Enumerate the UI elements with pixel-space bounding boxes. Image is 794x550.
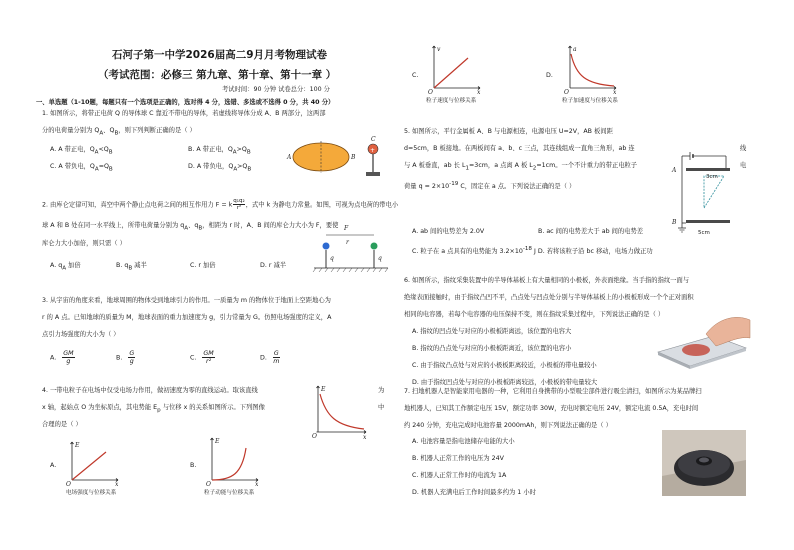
label-3cm: 3cm [706,174,718,180]
svg-text:x: x [613,89,617,94]
q6-stem-line3: 相同的电容器，若每个电容器的电压保持不变，则在指纹采集过程中，下列说法正确的是（ ） [404,311,665,318]
q7-option-a[interactable]: A. 电池容量是指电池储存电能的大小 [412,438,515,445]
q1-option-c[interactable]: C. A 带负电，$Q_A=Q_B$ [50,163,113,173]
q4-graph-c [424,42,484,94]
q7-stem-line3: 约 240 分钟，充电完成时电池容量 2000mAh，则下列说法正确的是（ ） [404,422,612,429]
q5-stem-line3: 与 A 板垂直，ab 长 $L_1=3cm$，a 点离 A 板 $L_2=1cm$。一个不计重力的带正电粒子 [404,162,638,172]
q5-stem-line2-tail: 线 [740,145,747,152]
x-label: x [363,434,367,440]
svg-text:x: x [255,481,259,486]
ball-a [323,243,330,250]
label-f: F [344,225,349,232]
plate-a-label: A [672,167,677,174]
q2-stem-line1: 2. 由库仑定律可知，真空中两个静止点电荷之间的相互作用力 F = k $\frac{\text{q₁q₂}}{\text{r²}}$ ，式中 k 为静电力常量。如图，可视为点电荷的带电小 [42,198,399,211]
q6-option-b[interactable]: B. 指纹的凸点处与对应的小极板距离近，该位置的电容小 [412,345,572,352]
origin-label: O [312,433,317,440]
q6-fingerprint-scanner-figure [652,308,752,370]
q1-option-b[interactable]: B. A 带正电，$Q_A>Q_B$ [188,146,251,156]
q4-caption-a: 电场强度与位移关系 [66,490,117,496]
label-qb: q [378,255,382,262]
graph-c-line [434,58,468,88]
q4-graph-a [62,438,122,486]
svg-text:x: x [115,481,119,486]
q5-figure [670,148,740,238]
q4-main-graph [308,382,370,440]
ep-curve [320,394,364,429]
q4-stem-line1-tail: 为 [378,387,385,394]
q1-stem-line1: 1. 如图所示，将带正电荷 Q 的导体球 C 靠近不带电的导体，若虚线将导体分成 A、B 两部分，这两部 [42,110,326,117]
q4-stem-line3: 合理的是（ ） [42,421,82,428]
q2-stem-line3: 库仑力大小加倍，则只需（ ） [42,240,126,247]
q5-stem-line3-tail: 电 [740,162,747,169]
q5-option-c-d[interactable]: C. 粒子在 a 点具有的电势能为 $3.2\times 10^{-18}$ J D. 若将该粒子沿 bc 移动，电场力做正功 [412,246,653,256]
axis-ep-label: E [321,386,326,393]
q5-stem-line4: 荷量 $q = 2\times 10^{-19}$ C，固定在 a 点。下列说法正确的是（ ） [404,181,576,191]
q3-option-c[interactable]: C. $\frac{GM}{\text{r²}}$ [190,350,214,365]
q3-option-a[interactable]: A. $\frac{GM}{g}$ [50,350,74,365]
q4-option-c[interactable]: C. [412,72,419,79]
graph-d-axis: a [573,46,577,53]
q1-option-a[interactable]: A. A 带正电，$Q_A<Q_B$ [50,146,113,156]
q4-stem-line2-tail: 中 [378,404,385,411]
label-c: C [371,136,376,143]
q2-option-d[interactable]: D. r 减半 [260,262,287,269]
svg-text:O: O [564,89,569,94]
q5-option-a[interactable]: A. ab 间的电势差为 2.0V [412,228,485,235]
triangle-abc [704,176,724,208]
q7-stem-line2: 地机器人，已知其工作额定电压 15V，额定功率 30W，充电时额定电压 24V，额定电流 0.5A，充电时间 [404,405,699,412]
exam-scope: （考试范围：必修三 第九章、第十章、第十一章 ） [98,69,337,81]
q5-stem-line1: 5. 如图所示，平行金属板 A、B 与电源相连，电源电压 U=2V，AB 板间距 [404,128,613,135]
exam-info: 考试时间：90 分钟 试卷总分：100 分 [222,86,330,93]
q6-stem-line2: 绝缘表面接触时，由于指纹凸凹不平，凸点处与凹点处分别与半导体基板上的小极板形成一个个正对面积 [404,294,694,301]
svg-text:O: O [206,481,211,486]
q6-option-a[interactable]: A. 指纹的凹点处与对应的小极板距离远，该位置的电容大 [412,328,572,335]
svg-text:O: O [428,89,433,94]
label-a: A [287,154,292,161]
q3-stem-line1: 3. 从宇宙的角度来看，地球周围的物体受到地球引力的作用。一质量为 m 的物体位于地面上空距地心为 [42,297,331,304]
q2-option-b[interactable]: B. $q_B$ 减半 [116,262,147,272]
q7-robot-vacuum-figure [662,430,746,496]
q4-graph-b [202,434,262,486]
q3-stem-line2: r 的 A 点。已知地球的质量为 M，地球表面的重力加速度为 g，引力常量为 G。仿照电场强度的定义，A [42,314,332,321]
stand-base [366,172,380,176]
label-r: r [346,239,349,246]
graph-d-curve [571,54,614,86]
svg-text:x: x [477,89,481,94]
label-b: B [351,154,356,161]
q5-option-b[interactable]: B. ac 间的电势差大于 ab 间的电势差 [538,228,644,235]
exam-title: 石河子第一中学2026届高二9月月考物理试卷 [112,49,328,61]
q2-figure [312,222,392,274]
q2-option-a[interactable]: A. $q_A$ 加倍 [50,262,81,272]
q1-stem-line2: 分的电荷量分别为 $Q_A$、$Q_B$，则下列判断正确的是（ ） [42,127,196,137]
q3-option-d[interactable]: D. $\frac{G}{m}$ [260,350,280,365]
section-heading: 一、单选题（1-10题，每题只有一个选项是正确的，选对得 4 分，选错、多选或不选得 0 分，共 40 分） [36,99,335,106]
q7-option-d[interactable]: D. 机器人充满电后工作时间最多约为 1 小时 [412,489,536,496]
q4-graph-d [560,42,620,94]
plus-sign: + [370,147,376,154]
q4-caption-d: 粒子加速度与位移关系 [562,98,618,104]
plate-b [686,220,730,223]
q4-caption-c: 粒子速度与位移关系 [426,98,477,104]
q2-option-c[interactable]: C. r 加倍 [190,262,216,269]
plate-a [686,168,730,171]
graph-c-axis: v [437,46,441,53]
q6-option-c[interactable]: C. 由于指纹凸点处与对应的小极板距离较近，小极板的带电量较小 [412,362,597,369]
label-5cm: 5cm [698,230,710,236]
q1-figure [285,132,385,184]
q3-stem-line3: 点引力场强度的大小为（ ） [42,331,120,338]
q6-stem-line1: 6. 如图所示，指纹采集装置中的半导体基板上有大量相同的小极板，外表面绝缘。当手指的指纹一面与 [404,277,690,284]
q1-option-d[interactable]: D. A 带负电，$Q_A>Q_B$ [188,163,252,173]
q3-option-b[interactable]: B. $\frac{G}{g}$ [116,350,135,365]
finger [706,317,750,346]
ball-b [371,243,378,250]
q4-option-a[interactable]: A. [50,462,57,469]
label-qa: q [330,255,334,262]
sensor-window [682,344,710,356]
q6-option-d[interactable]: D. 由于指纹凹点处与对应的小极板距离较远，小极板的带电量较大 [412,379,598,386]
q4-option-d[interactable]: D. [546,72,553,79]
graph-b-curve [212,448,246,480]
q2-stem-line2: 球 A 和 B 处在同一水平线上，所带电荷量分别为 $q_A$、$q_B$，相距为 r 时，A、B 间的库仑力大小为 F，要使 [42,222,339,232]
graph-a-line [72,452,106,480]
q7-option-c[interactable]: C. 机器人正常工作时的电流为 1A [412,472,507,479]
q4-stem-line1: 4. 一带电粒子在电场中仅受电场力作用，做初速度为零的直线运动。取该直线 [42,387,258,394]
q7-stem-line1: 7. 扫地机器人是智能家用电器的一种，它利用自身携带的小型吸尘部件进行吸尘清扫，如图所示为某品牌扫 [404,388,702,395]
q4-caption-b: 粒子动能与位移关系 [204,490,255,496]
svg-text:O: O [66,481,71,486]
q7-option-b[interactable]: B. 机器人正常工作的电压为 24V [412,455,504,462]
graph-b-axis: E [215,438,220,445]
q4-option-b[interactable]: B. [190,462,197,469]
graph-a-axis: E [75,442,80,449]
ground-hatch [313,268,388,272]
q4-stem-line2: x 轴，起始点 O 为坐标原点，其电势能 $E_p$ 与位移 x 的关系如图所示。下列图像 [42,404,265,414]
plate-b-label: B [672,219,677,226]
q5-stem-line2: d=5cm，B 板接地。在两板间有 a、b、c 三点，其连线组成一直角三角形，ab 连 [404,145,635,152]
